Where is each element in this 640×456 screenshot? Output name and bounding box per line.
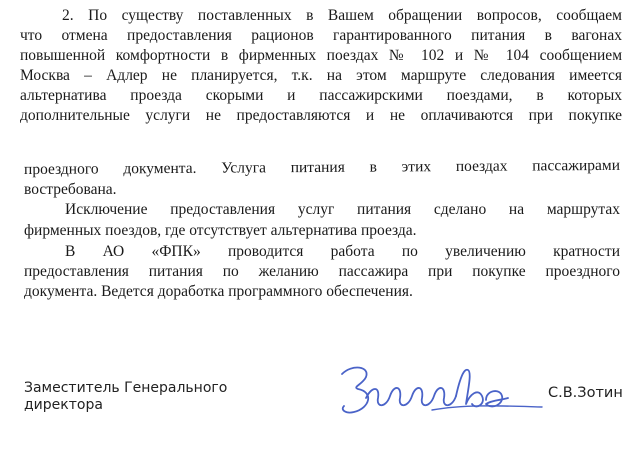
- paragraph-2-line-1: 2. По существу поставленных в Вашем обращении вопросов, сообщаем: [62, 7, 622, 24]
- paragraph-3-line-2: фирменных поездов, где отсутствует альтернатива проезда.: [24, 222, 417, 239]
- paragraph-4-line-2: предоставления питания по желанию пассажира при покупке проездного: [24, 263, 620, 280]
- signatory-title-line-1: Заместитель Генерального: [24, 380, 228, 396]
- paragraph-2-line-8: востребована.: [24, 181, 117, 198]
- paragraph-2-line-4: Москва – Адлер не планируется, т.к. на этом маршруте следования имеется: [20, 67, 622, 84]
- paragraph-3-line-1: Исключение предоставления услуг питания сделано на маршрутах: [65, 201, 620, 218]
- paragraph-2-line-6: дополнительные услуги не предоставляются и не оплачиваются при покупке: [20, 107, 622, 124]
- paragraph-2-line-5: альтернатива проезда скорыми и пассажирскими поездами, в которых: [20, 87, 622, 104]
- signatory-name: С.В.Зотин: [548, 385, 623, 401]
- signatory-title: [24, 380, 227, 414]
- handwritten-signature: [336, 360, 546, 430]
- signatory-title-line-2: директора: [24, 397, 103, 413]
- paragraph-2-line-7: проездного документа. Услуга питания в этих поездах пассажирами: [23, 156, 621, 178]
- paragraph-2-line-2: что отмена предоставления рационов гарантированного питания в вагонах: [20, 27, 622, 44]
- paragraph-2-line-3: повышенной комфортности в фирменных поездах № 102 и № 104 сообщением: [20, 47, 622, 64]
- paragraph-4-line-3: документа. Ведется доработка программного обеспечения.: [24, 283, 413, 300]
- paragraph-4-line-1: В АО «ФПК» проводится работа по увеличению кратности: [65, 243, 620, 260]
